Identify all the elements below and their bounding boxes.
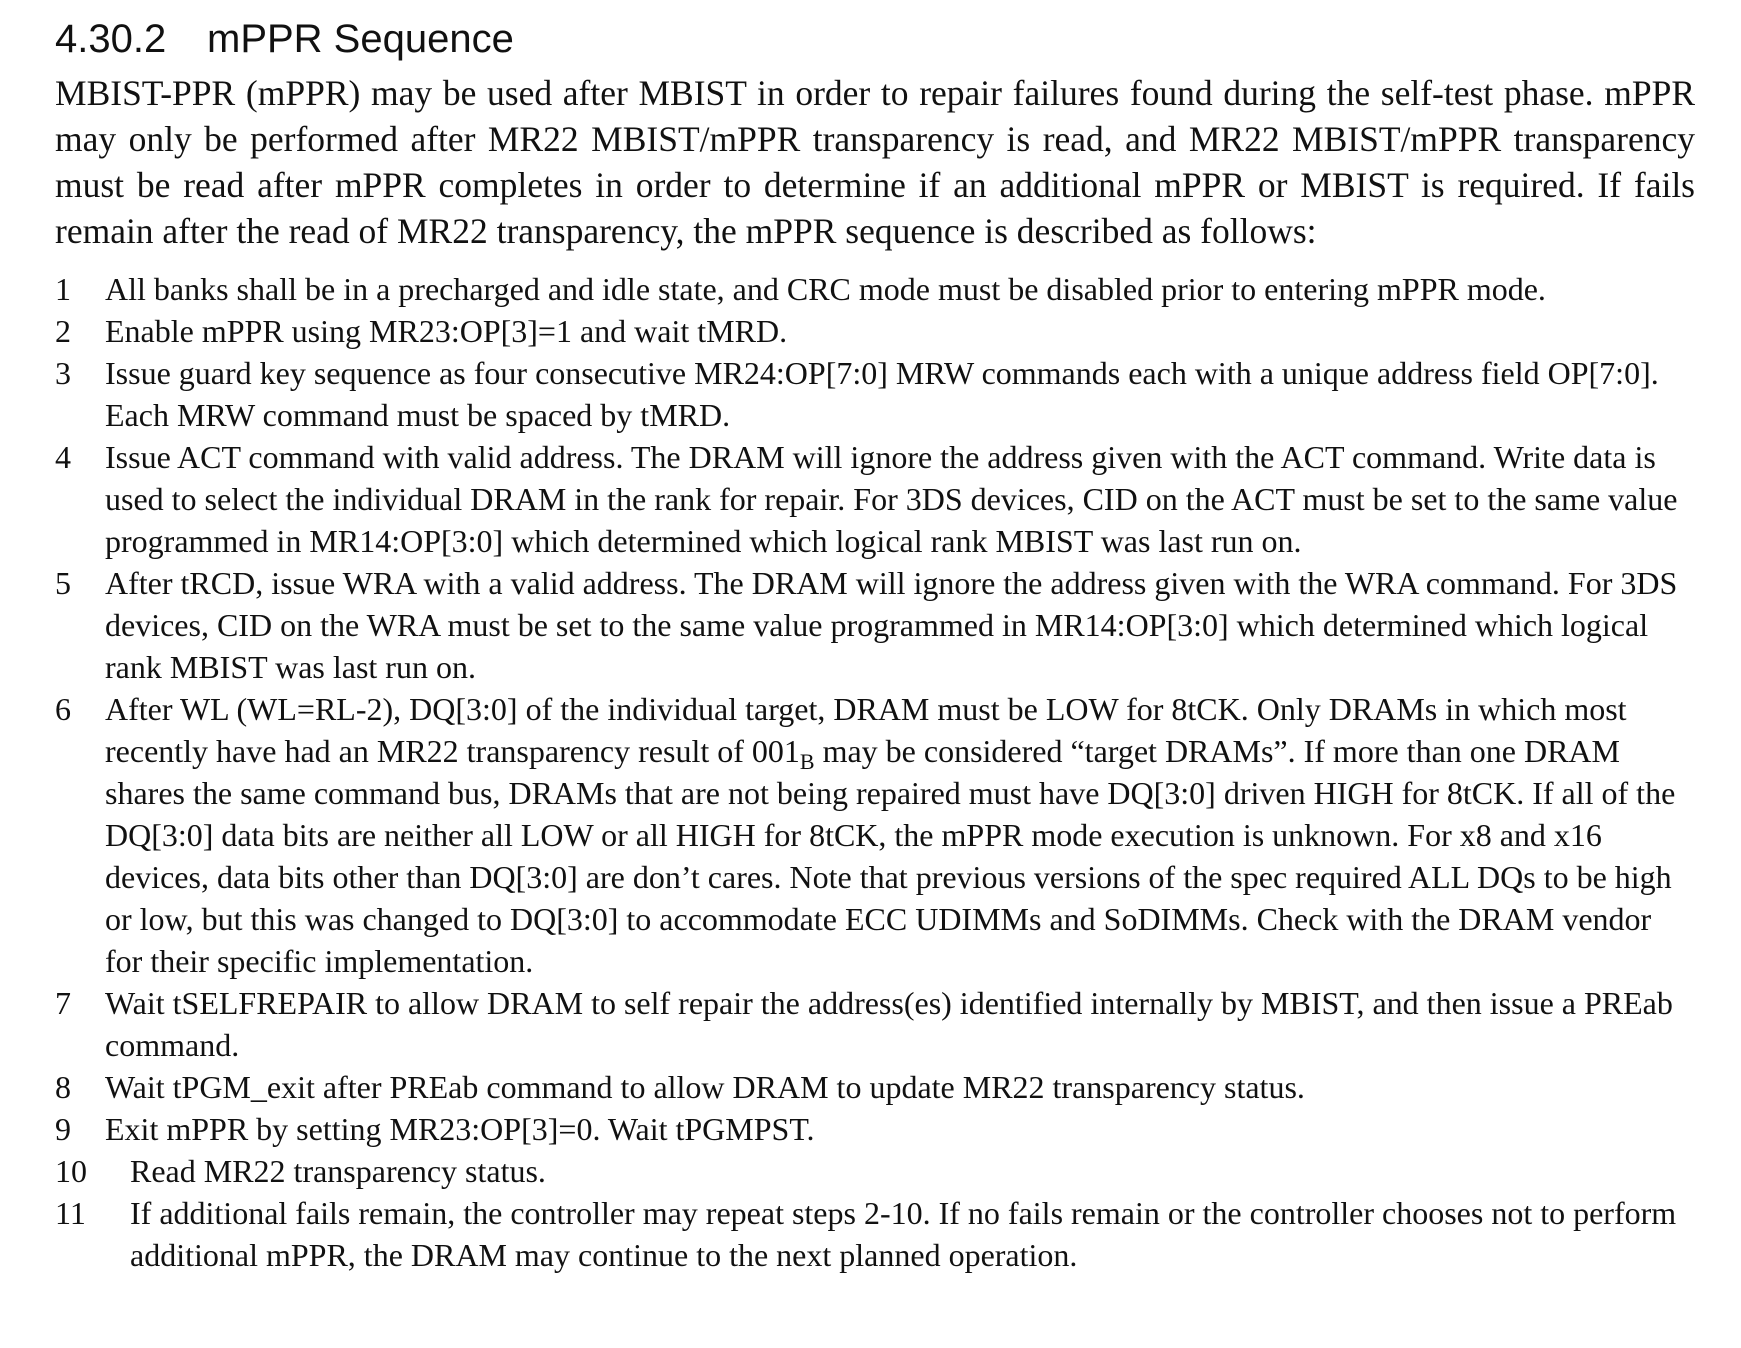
step-2 xyxy=(55,310,1695,352)
step-number: 9 xyxy=(55,1111,71,1147)
step-1 xyxy=(55,268,1695,310)
step-text: Wait tSELFREPAIR to allow DRAM to self repair the address(es) identified internally by MBIST, and then issue a PREab command. xyxy=(105,985,1673,1063)
step-text-part: After WL (WL=RL-2), DQ[3:0] of the individual target, DRAM must be LOW for 8tCK. Only DRAMs in which most recently have had an MR22 transparency result of 001 xyxy=(105,691,1627,769)
step-text: After tRCD, issue WRA with a valid address. The DRAM will ignore the address given with the WRA command. For 3DS devices, CID on the WRA must be set to the same value programmed in MR14:OP[3:0] which determined which logical rank MBIST was last run on. xyxy=(105,565,1678,685)
step-number: 10 xyxy=(55,1153,87,1189)
document-page xyxy=(55,14,1695,1276)
step-text: If additional fails remain, the controller may repeat steps 2-10. If no fails remain or the controller chooses not to perform additional mPPR, the DRAM may continue to the next planned operation. xyxy=(130,1195,1677,1273)
section-number: 4.30.2 xyxy=(55,17,167,61)
step-text-part: may be considered “target DRAMs”. If more than one DRAM shares the same command bus, DRAMs that are not being repaired must have DQ[3:0] driven HIGH for 8tCK. If all of the DQ[3:0] data bits are neither all LOW or all HIGH for 8tCK, the mPPR mode execution is unknown. For x8 and x16 devices, data bits other than DQ[3:0] are don’t cares. Note that previous versions of the spec required ALL DQs to be high or low, but this was changed to DQ[3:0] to accommodate ECC UDIMMs and SoDIMMs. Check with the DRAM vendor for their specific implementation. xyxy=(105,733,1676,979)
step-list xyxy=(55,268,1695,1276)
step-text: All banks shall be in a precharged and idle state, and CRC mode must be disabled prior to entering mPPR mode. xyxy=(105,271,1546,307)
step-text: Exit mPPR by setting MR23:OP[3]=0. Wait tPGMPST. xyxy=(105,1111,815,1147)
step-text xyxy=(105,688,1695,982)
section-heading xyxy=(55,14,1695,64)
step-11 xyxy=(55,1192,1695,1276)
step-text: Enable mPPR using MR23:OP[3]=1 and wait tMRD. xyxy=(105,313,788,349)
step-number: 11 xyxy=(55,1195,86,1231)
step-number: 4 xyxy=(55,439,71,475)
step-text: Read MR22 transparency status. xyxy=(130,1153,546,1189)
step-number: 6 xyxy=(55,691,71,727)
step-3 xyxy=(55,352,1695,436)
step-number: 7 xyxy=(55,985,71,1021)
step-8 xyxy=(55,1066,1695,1108)
step-4 xyxy=(55,436,1695,562)
step-number: 5 xyxy=(55,565,71,601)
step-number: 8 xyxy=(55,1069,71,1105)
section-title: mPPR Sequence xyxy=(207,17,514,61)
step-number: 3 xyxy=(55,355,71,391)
step-number: 1 xyxy=(55,271,71,307)
step-text: Wait tPGM_exit after PREab command to allow DRAM to update MR22 transparency status. xyxy=(105,1069,1305,1105)
step-5 xyxy=(55,562,1695,688)
step-number: 2 xyxy=(55,313,71,349)
intro-paragraph: MBIST-PPR (mPPR) may be used after MBIST in order to repair failures found during the self-test phase. mPPR may only be performed after MR22 MBIST/mPPR transparency is read, and MR22 MBIST/mPPR transparency must be read after mPPR completes in order to determine if an additional mPPR or MBIST is required. If fails remain after the read of MR22 transparency, the mPPR sequence is described as follows: xyxy=(55,73,1695,251)
step-10 xyxy=(55,1150,1695,1192)
binary-subscript: B xyxy=(799,749,815,774)
step-text: Issue guard key sequence as four consecutive MR24:OP[7:0] MRW commands each with a unique address field OP[7:0]. Each MRW command must be spaced by tMRD. xyxy=(105,355,1659,433)
step-text: Issue ACT command with valid address. The DRAM will ignore the address given with the ACT command. Write data is used to select the individual DRAM in the rank for repair. For 3DS devices, CID on the ACT must be set to the same value programmed in MR14:OP[3:0] which determined which logical rank MBIST was last run on. xyxy=(105,439,1678,559)
step-6 xyxy=(55,688,1695,982)
step-9 xyxy=(55,1108,1695,1150)
step-7 xyxy=(55,982,1695,1066)
